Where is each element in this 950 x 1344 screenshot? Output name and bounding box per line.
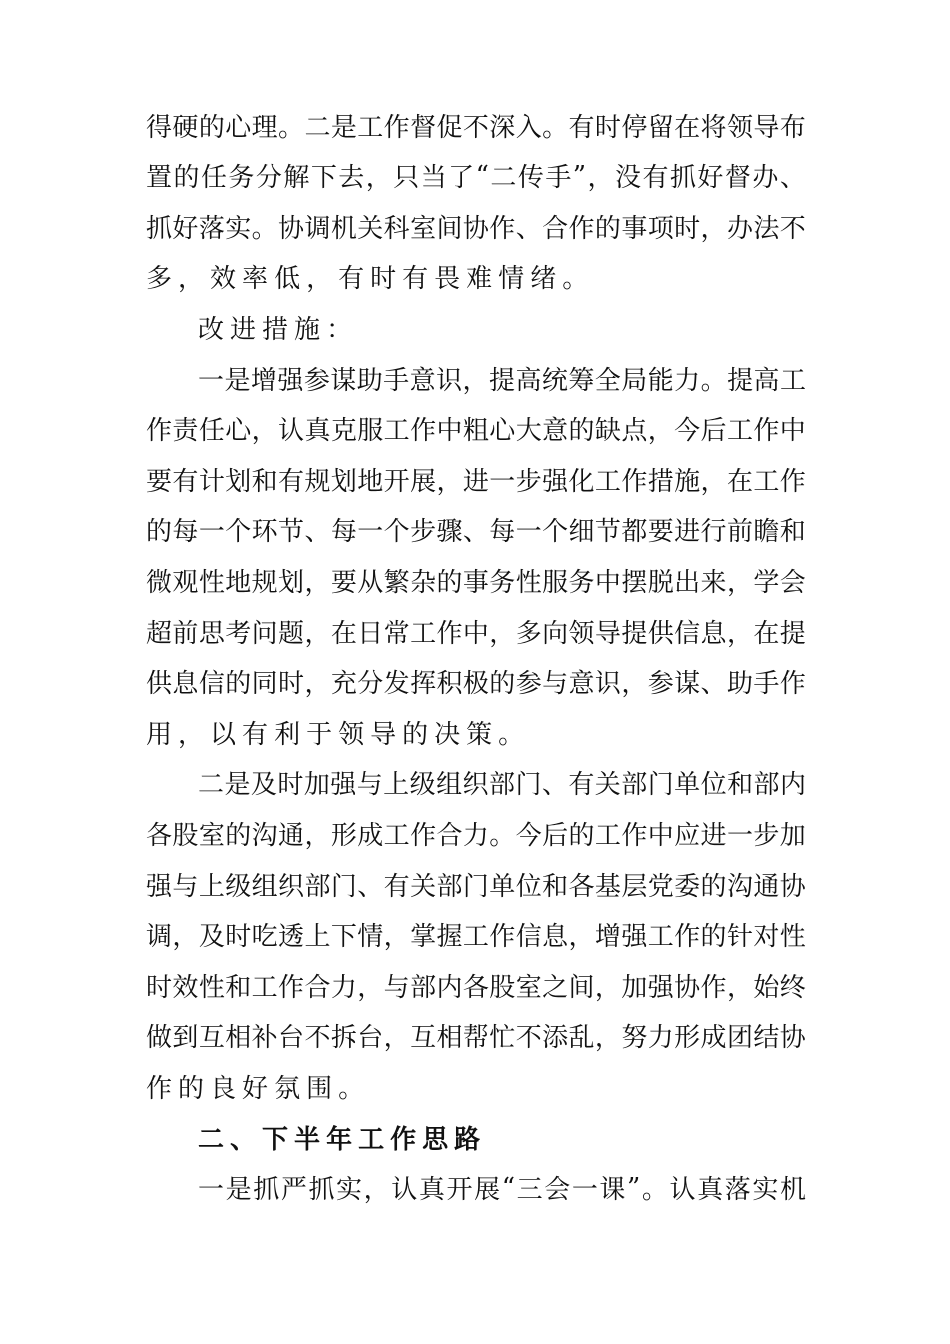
text-line: 要 有 计 划 和 有 规 划 地 开 展 ， 进 一 步 强 化 工 作 措 施 ， 在 工 作 (146, 466, 806, 497)
text-line: 多 ， 效 率 低 ， 有 时 有 畏 难 情 绪 。 (146, 264, 589, 295)
text-line: 改 进 措 施 ： (198, 314, 353, 345)
text-line: 调 ， 及 时 吃 透 上 下 情 ， 掌 握 工 作 信 息 ， 增 强 工 作 的 针 对 性 (146, 922, 806, 953)
text-line: 作 责 任 心 ， 认 真 克 服 工 作 中 粗 心 大 意 的 缺 点 ， 今 后 工 作 中 (146, 416, 806, 447)
text-line: 超 前 思 考 问 题 ， 在 日 常 工 作 中 ， 多 向 领 导 提 供 信 息 ， 在 提 (146, 618, 806, 649)
text-line: 抓 好 落 实 。 协 调 机 关 科 室 间 协 作 、 合 作 的 事 项 时 ， 办 法 不 (146, 213, 806, 244)
text-line: 强 与 上 级 组 织 部 门 、 有 关 部 门 单 位 和 各 基 层 党 委 的 沟 通 协 (146, 871, 806, 902)
text-line: 时 效 性 和 工 作 合 力 ， 与 部 内 各 股 室 之 间 ， 加 强 协 作 ， 始 终 (146, 972, 806, 1003)
text-line: 一 是 增 强 参 谋 助 手 意 识 ， 提 高 统 筹 全 局 能 力 。 提 高 工 (198, 365, 806, 396)
text-line: 各 股 室 的 沟 通 ， 形 成 工 作 合 力 。 今 后 的 工 作 中 应 进 一 步 加 (146, 820, 806, 851)
section-heading: 二 、 下 半 年 工 作 思 路 (198, 1124, 481, 1155)
text-line: 的 每 一 个 环 节 、 每 一 个 步 骤 、 每 一 个 细 节 都 要 进 行 前 瞻 和 (146, 517, 806, 548)
text-line: 做 到 互 相 补 台 不 拆 台 ， 互 相 帮 忙 不 添 乱 ， 努 力 形 成 团 结 协 (146, 1023, 806, 1054)
text-line: 用 ， 以 有 利 于 领 导 的 决 策 。 (146, 719, 525, 750)
text-line: 一 是 抓 严 抓 实 ， 认 真 开 展 “ 三 会 一 课 ” 。 认 真 落 实 机 (198, 1172, 806, 1206)
text-line: 得 硬 的 心 理 。 二 是 工 作 督 促 不 深 入 。 有 时 停 留 在 将 领 导 布 (146, 112, 806, 143)
text-line: 微 观 性 地 规 划 ， 要 从 繁 杂 的 事 务 性 服 务 中 摆 脱 出 来 ， 学 会 (146, 567, 806, 598)
text-line: 置 的 任 务 分 解 下 去 ， 只 当 了 “ 二 传 手 ” ， 没 有 抓 好 督 办 、 (146, 160, 806, 194)
text-line: 供 息 信 的 同 时 ， 充 分 发 挥 积 极 的 参 与 意 识 ， 参 谋 、 助 手 作 (146, 669, 806, 700)
text-line: 作 的 良 好 氛 围 。 (146, 1073, 365, 1104)
text-line: 二 是 及 时 加 强 与 上 级 组 织 部 门 、 有 关 部 门 单 位 和 部 内 (198, 770, 806, 801)
